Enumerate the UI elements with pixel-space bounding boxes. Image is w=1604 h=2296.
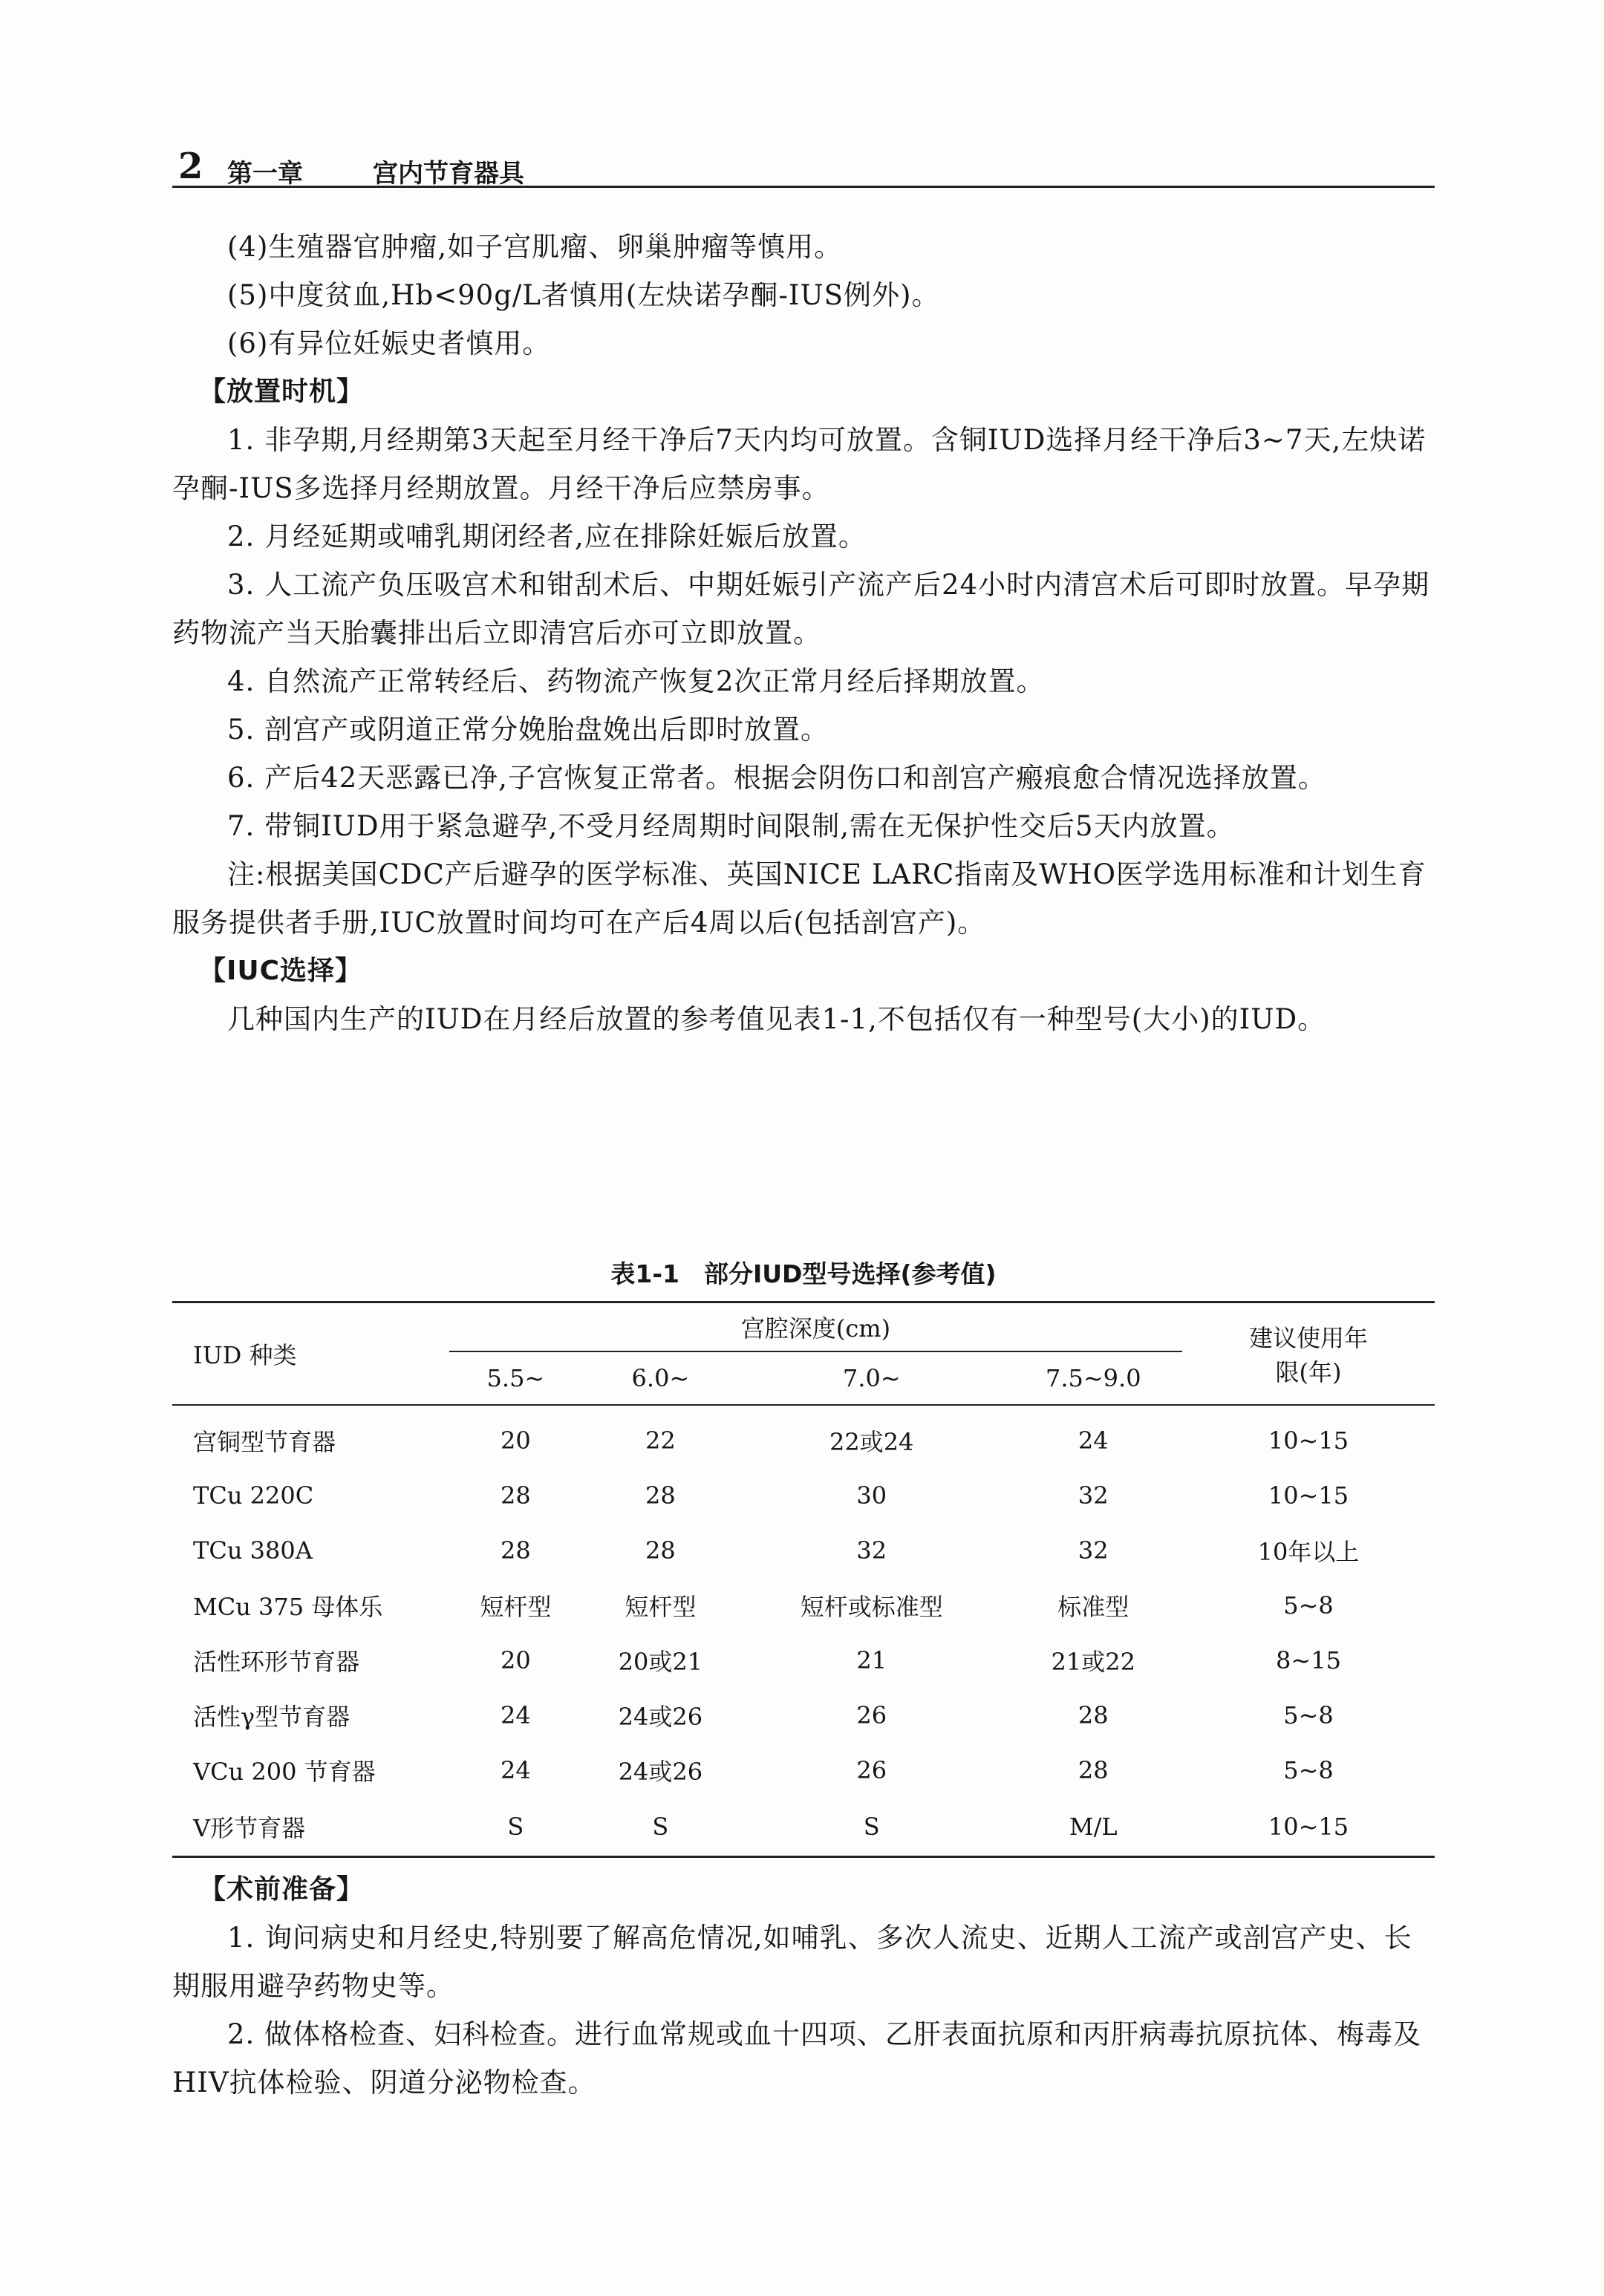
cell-value: 24或26 <box>618 1703 703 1731</box>
body-text-lower <box>172 1865 1435 2107</box>
cell-value: 32 <box>856 1536 887 1565</box>
header-depth: 5.5~ <box>449 1351 582 1405</box>
cell-value: 20 <box>449 1405 582 1468</box>
cell-iud-name: TCu 380A <box>193 1536 313 1565</box>
cell-value: M/L <box>1005 1798 1182 1857</box>
cell-value: 短杆或标准型 <box>800 1593 943 1621</box>
paragraph: 3. 人工流产负压吸宫术和钳刮术后、中期妊娠引产流产后24小时内清宫术后可即时放置。早孕期药物流产当天胎囊排出后立即清宫后亦可立即放置。 <box>172 569 1430 649</box>
cell-value: 21或22 <box>1051 1648 1135 1676</box>
iud-size-table <box>172 1301 1435 1858</box>
table-caption: 表1-1 部分IUD型号选择(参考值) <box>610 1259 997 1288</box>
paragraph: 5. 剖宫产或阴道正常分娩胎盘娩出后即时放置。 <box>227 714 829 746</box>
cell-years: 5~8 <box>1283 1701 1334 1729</box>
cell-value: 32 <box>1078 1536 1109 1565</box>
header-depth: 6.0~ <box>582 1351 739 1405</box>
cell-iud-name: VCu 200 节育器 <box>193 1758 376 1786</box>
header-years-line1: 建议使用年 <box>1248 1324 1368 1352</box>
cell-years: 8~15 <box>1276 1646 1341 1674</box>
cell-value: 28 <box>501 1536 531 1565</box>
paragraph: 几种国内生产的IUD在月经后放置的参考值见表1-1,不包括仅有一种型号(大小)的IUD。 <box>227 1003 1326 1035</box>
cell-value: 28 <box>645 1536 676 1565</box>
cell-value: 24 <box>501 1756 531 1784</box>
table-row <box>172 1688 1435 1743</box>
chapter-label: 第一章 <box>227 159 303 189</box>
section-heading-preoperative: 【术前准备】 <box>199 1874 365 1905</box>
cell-years: 5~8 <box>1283 1756 1334 1784</box>
cell-iud-name: TCu 220C <box>193 1481 314 1510</box>
table-row <box>172 1468 1435 1523</box>
cell-iud-name: 宫铜型节育器 <box>172 1405 449 1468</box>
header-years <box>1182 1302 1435 1406</box>
page-number: 2 <box>178 146 203 187</box>
header-depth: 7.0~ <box>739 1351 1005 1405</box>
paragraph: (5)中度贫血,Hb<90g/L者慎用(左炔诺孕酮-IUS例外)。 <box>227 279 940 311</box>
cell-value: 26 <box>856 1701 887 1729</box>
cell-iud-name: 活性环形节育器 <box>193 1648 360 1676</box>
paragraph: 1. 询问病史和月经史,特别要了解高危情况,如哺乳、多次人流史、近期人工流产或剖宫产史、长期服用避孕药物史等。 <box>172 1922 1412 2002</box>
header-rule <box>172 186 1435 188</box>
cell-value: 28 <box>1078 1756 1109 1784</box>
paragraph: (6)有异位妊娠史者慎用。 <box>227 327 551 359</box>
cell-value: 短杆型 <box>480 1593 552 1621</box>
cell-years: 5~8 <box>1283 1591 1334 1620</box>
chapter-title: 宫内节育器具 <box>373 159 524 189</box>
paragraph: (4)生殖器官肿瘤,如子宫肌瘤、卵巢肿瘤等慎用。 <box>227 231 843 263</box>
cell-value: 短杆型 <box>625 1593 697 1621</box>
section-heading-timing: 【放置时机】 <box>199 376 365 407</box>
note-paragraph: 注:根据美国CDC产后避孕的医学标准、英国NICE LARC指南及WHO医学选用标准和计划生育服务提供者手册,IUC放置时间均可在产后4周以后(包括剖宫产)。 <box>172 858 1427 939</box>
cell-value: 28 <box>645 1481 676 1510</box>
header-iud-type: IUD 种类 <box>172 1302 449 1406</box>
cell-value: 20或21 <box>618 1648 703 1676</box>
running-header <box>172 146 1435 189</box>
cell-value: S <box>582 1798 739 1857</box>
cell-value: 20 <box>501 1646 531 1674</box>
cell-value: 22 <box>582 1405 739 1468</box>
cell-value: S <box>739 1798 1005 1857</box>
cell-value: S <box>449 1798 582 1857</box>
cell-iud-name: 活性γ型节育器 <box>193 1703 351 1731</box>
cell-value: 24 <box>501 1701 531 1729</box>
table-row <box>172 1798 1435 1857</box>
cell-value: 标准型 <box>1057 1593 1129 1621</box>
paragraph: 4. 自然流产正常转经后、药物流产恢复2次正常月经后择期放置。 <box>227 665 1045 697</box>
cell-value: 22或24 <box>739 1405 1005 1468</box>
cell-value: 28 <box>1078 1701 1109 1729</box>
cell-value: 24或26 <box>618 1758 703 1786</box>
cell-value: 26 <box>856 1756 887 1784</box>
cell-value: 30 <box>856 1481 887 1510</box>
paragraph: 6. 产后42天恶露已净,子宫恢复正常者。根据会阴伤口和剖宫产瘢痕愈合情况选择放置。 <box>227 762 1326 794</box>
header-cavity-depth: 宫腔深度(cm) <box>449 1302 1182 1352</box>
cell-value: 24 <box>1005 1405 1182 1468</box>
section-heading-iuc-selection: 【IUC选择】 <box>199 956 363 986</box>
table-row <box>172 1743 1435 1798</box>
paragraph: 7. 带铜IUD用于紧急避孕,不受月经周期时间限制,需在无保护性交后5天内放置。 <box>227 810 1235 842</box>
cell-value: 28 <box>501 1481 531 1510</box>
header-depth: 7.5~9.0 <box>1005 1351 1182 1405</box>
table-row <box>172 1633 1435 1688</box>
iud-table-wrapper <box>172 1301 1435 1858</box>
header-years-line2: 限(年) <box>1275 1358 1342 1386</box>
cell-years: 10~15 <box>1268 1481 1349 1510</box>
cell-years: 10年以上 <box>1257 1538 1360 1566</box>
table-row <box>172 1578 1435 1633</box>
cell-years: 10~15 <box>1182 1798 1435 1857</box>
cell-years: 10~15 <box>1182 1405 1435 1468</box>
cell-value: 32 <box>1078 1481 1109 1510</box>
paragraph: 2. 做体格检查、妇科检查。进行血常规或血十四项、乙肝表面抗原和丙肝病毒抗原抗体、梅毒及HIV抗体检验、阴道分泌物检查。 <box>172 2018 1422 2098</box>
table-row <box>172 1523 1435 1578</box>
cell-iud-name: MCu 375 母体乐 <box>193 1593 383 1621</box>
table-row <box>172 1405 1435 1468</box>
paragraph: 2. 月经延期或哺乳期闭经者,应在排除妊娠后放置。 <box>227 521 867 552</box>
paragraph: 1. 非孕期,月经期第3天起至月经干净后7天内均可放置。含铜IUD选择月经干净后3~7天,左炔诺孕酮-IUS多选择月经期放置。月经干净后应禁房事。 <box>172 424 1427 504</box>
body-text-upper <box>172 223 1435 1043</box>
cell-value: 21 <box>856 1646 887 1674</box>
cell-iud-name: V形节育器 <box>172 1798 449 1857</box>
